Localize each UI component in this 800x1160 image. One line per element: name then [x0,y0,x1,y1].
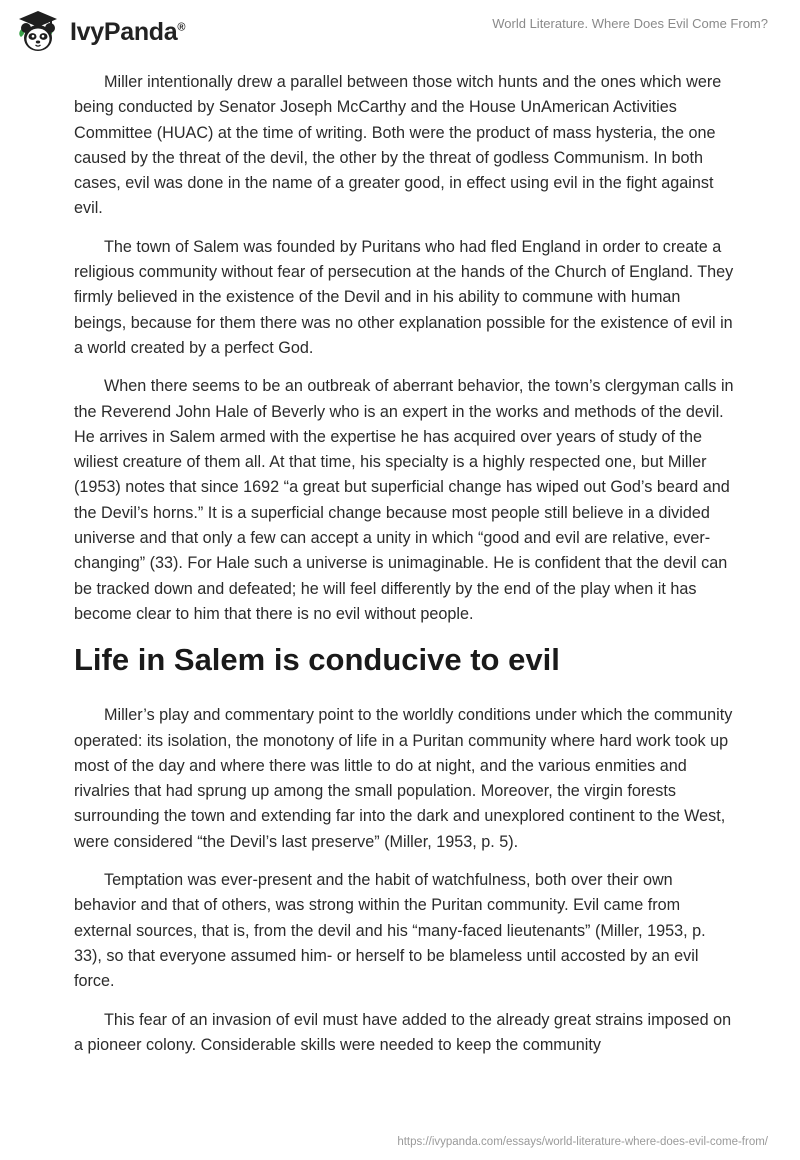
section-heading: Life in Salem is conducive to evil [74,642,560,678]
essay-content [74,70,734,1071]
footer-url[interactable]: https://ivypanda.com/essays/world-literature-where-does-evil-come-from/ [397,1136,768,1148]
document-title: World Literature. Where Does Evil Come From? [492,16,768,31]
paragraph: Miller’s play and commentary point to the worldly conditions under which the community operated: its isolation, the monotony of life in a Puritan community where hard work took up most of the day and where there was little to do at night, and the various enmities and rivalries that had sprung up among the small population. Moreover, the virgin forests surrounding the town and extending far into the dark and unexplored continent to the West, were considered “the Devil’s last preserve” (Miller, 1953, p. 5). [74,706,733,851]
panda-graduate-icon [14,8,62,56]
paragraph: This fear of an invasion of evil must have added to the already great strains imposed on a pioneer colony. Considerable skills were needed to keep the community [74,1010,732,1054]
paragraph: Temptation was ever-present and the habit of watchfulness, both over their own behavior and that of others, was strong within the Puritan community. Evil came from external sources, that is, from the devil and his “many-faced lieutenants” (Miller, 1953, p. 33), so that everyone assumed him- or herself to be blameless until accosted by an evil force. [74,871,706,991]
paragraph: Miller intentionally drew a parallel between those witch hunts and the ones which were being conducted by Senator Joseph McCarthy and the House UnAmerican Activities Committee (HUAC) at the time of writing. Both were the product of mass hysteria, the one caused by the threat of the devil, the other by the threat of godless Communism. In both cases, evil was done in the name of a greater good, in effect using evil in the fight against evil. [74,73,722,218]
brand-name: IvyPanda® [70,17,186,46]
ivypanda-logo[interactable] [14,8,214,56]
page-header [0,0,800,64]
paragraph: The town of Salem was founded by Puritans who had fled England in order to create a religious community without fear of persecution at the hands of the Church of England. They firmly believed in the existence of the Devil and in his ability to commune with human beings, because for them there was no other explanation possible for the existence of evil in a world created by a perfect God. [74,237,734,357]
paragraph: When there seems to be an outbreak of aberrant behavior, the town’s clergyman calls in the Reverend John Hale of Beverly who is an expert in the works and methods of the devil. He arrives in Salem armed with the expertise he has acquired over years of study of the wiliest creature of them all. At that time, his specialty is a highly respected one, but Miller (1953) notes that since 1692 “a great but superficial change has wiped out God’s beard and the Devil’s horns.” It is a superficial change because most people still believe in a divided universe and that only a few can accept a unity in which “good and evil are relative, ever-changing” (33). For Hale such a universe is unimaginable. He is confident that the devil can be tracked down and defeated; he will feel differently by the end of the play when it has become clear to him that there is no evil without people. [74,377,734,623]
